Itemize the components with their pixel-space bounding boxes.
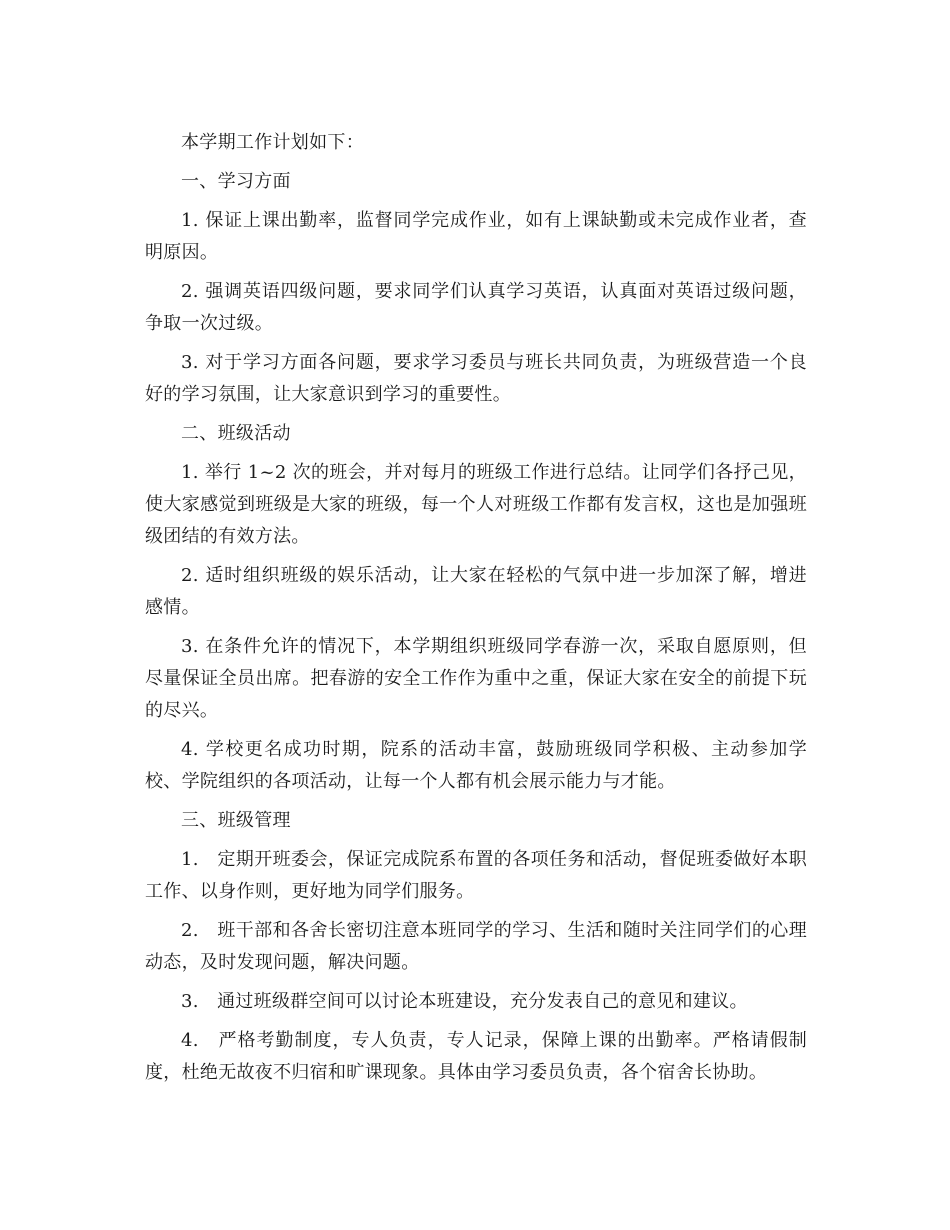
section-heading-study: 一、学习方面 [181, 171, 291, 192]
management-item-2: 2. 班干部和各舍长密切注意本班同学的学习、生活和随时关注同学们的心理动态，及时发现问题，解决问题。 [145, 920, 807, 973]
activity-item-4: 4. 学校更名成功时期，院系的活动丰富，鼓励班级同学积极、主动参加学校、学院组织的各项活动，让每一个人都有机会展示能力与才能。 [145, 739, 807, 792]
section-heading-activities: 二、班级活动 [181, 423, 291, 444]
document-body [145, 127, 807, 1096]
intro-line: 本学期工作计划如下： [181, 132, 364, 153]
section-heading-management: 三、班级管理 [181, 810, 291, 831]
study-item-1: 1. 保证上课出勤率，监督同学完成作业，如有上课缺勤或未完成作业者，查明原因。 [145, 210, 807, 263]
management-item-3: 3. 通过班级群空间可以讨论本班建设，充分发表自己的意见和建议。 [181, 991, 748, 1012]
management-item-1: 1. 定期开班委会，保证完成院系布置的各项任务和活动，督促班委做好本职工作、以身作则，更好地为同学们服务。 [145, 849, 807, 902]
activity-item-2: 2. 适时组织班级的娱乐活动，让大家在轻松的气氛中进一步加深了解，增进感情。 [145, 565, 807, 618]
activity-item-1: 1. 举行 1~2 次的班会，并对每月的班级工作进行总结。让同学们各抒己见，使大家感觉到班级是大家的班级，每一个人对班级工作都有发言权，这也是加强班级团结的有效方法。 [145, 462, 807, 547]
activity-item-3: 3. 在条件允许的情况下，本学期组织班级同学春游一次，采取自愿原则，但尽量保证全员出席。把春游的安全工作作为重中之重，保证大家在安全的前提下玩的尽兴。 [145, 636, 807, 721]
management-item-4: 4. 严格考勤制度，专人负责，专人记录，保障上课的出勤率。严格请假制度，杜绝无故夜不归宿和旷课现象。具体由学习委员负责，各个宿舍长协助。 [145, 1030, 807, 1083]
study-item-3: 3. 对于学习方面各问题，要求学习委员与班长共同负责，为班级营造一个良好的学习氛围，让大家意识到学习的重要性。 [145, 352, 807, 405]
study-item-2: 2. 强调英语四级问题，要求同学们认真学习英语，认真面对英语过级问题，争取一次过级。 [145, 281, 807, 334]
